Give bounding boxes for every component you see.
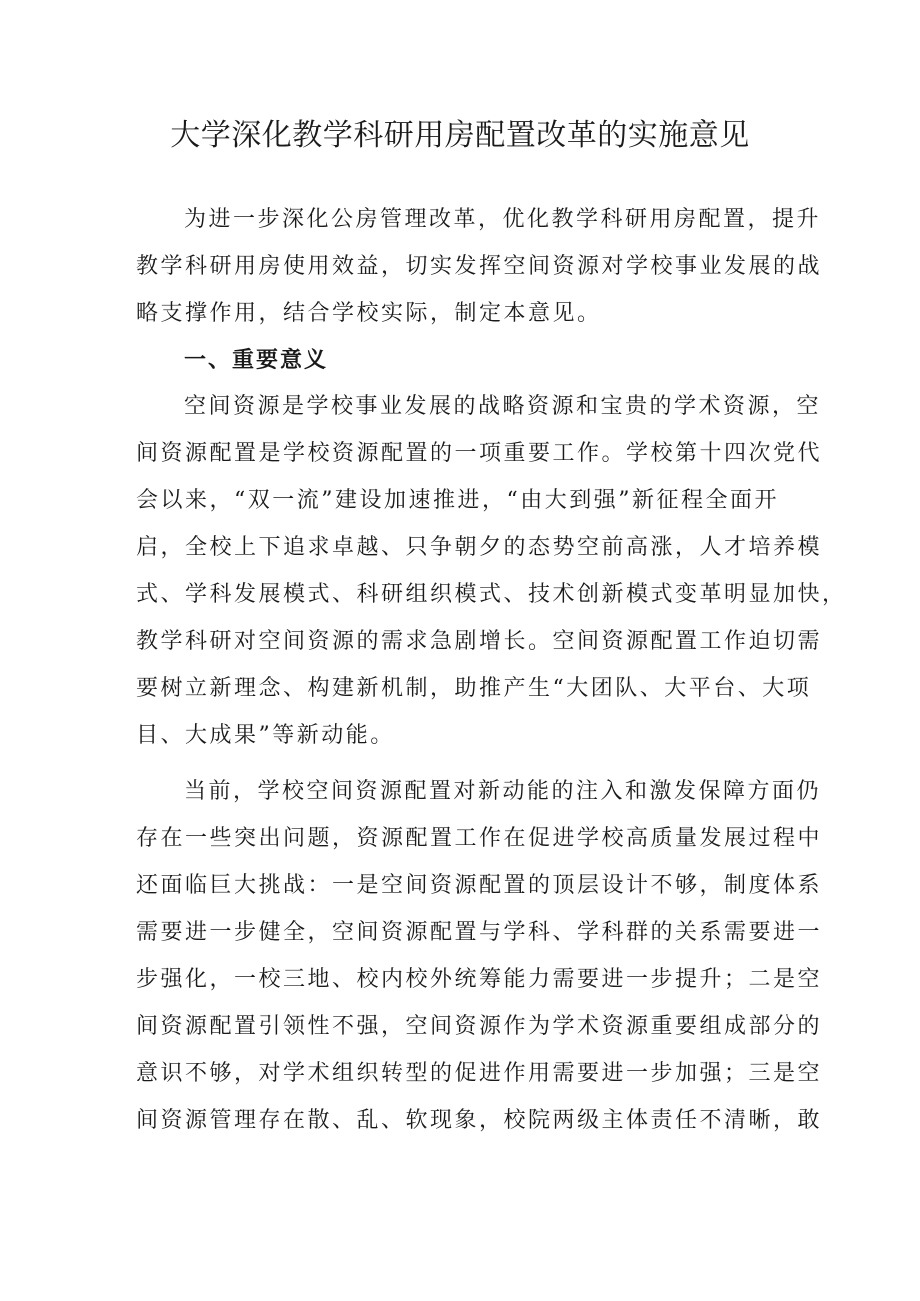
document-title: 大学深化教学科研用房配置改革的实施意见 [170,118,750,153]
paragraph-line: 略支撑作用，结合学校实际，制定本意见。 [136,301,602,326]
paragraph-line: 间资源配置引领性不强，空间资源作为学术资源重要组成部分的 [136,1014,823,1039]
current-issues-paragraph [136,768,823,1144]
paragraph-line: 式、学科发展模式、科研组织模式、技术创新模式变革明显加快， [136,582,847,607]
paragraph-line: 当前，学校空间资源配置对新动能的注入和激发保障方面仍 [184,779,822,804]
paragraph-line: 为进一步深化公房管理改革，优化教学科研用房配置，提升 [184,207,822,232]
intro-paragraph [136,196,823,337]
paragraph-line: 间资源管理存在散、乱、软现象，校院两级主体责任不清晰，敢 [136,1108,823,1133]
paragraph-line: 步强化，一校三地、校内校外统筹能力需要进一步提升；二是空 [136,967,823,992]
paragraph-line: 会以来，“双一流”建设加速推进，“由大到强”新征程全面开 [136,488,779,513]
paragraph-line: 目、大成果”等新动能。 [136,723,395,748]
paragraph-line: 启，全校上下追求卓越、只争朝夕的态势空前高涨，人才培养模 [136,535,823,560]
paragraph-line: 意识不够，对学术组织转型的促进作用需要进一步加强；三是空 [136,1061,823,1086]
paragraph-line: 间资源配置是学校资源配置的一项重要工作。学校第十四次党代 [136,441,823,466]
paragraph-line: 空间资源是学校事业发展的战略资源和宝贵的学术资源，空 [184,394,822,419]
paragraph-line: 要树立新理念、构建新机制，助推产生“大团队、大平台、大项 [136,676,812,701]
paragraph-line: 需要进一步健全，空间资源配置与学科、学科群的关系需要进一 [136,920,823,945]
paragraph-line: 教学科研用房使用效益，切实发挥空间资源对学校事业发展的战 [136,254,823,279]
paragraph-line: 存在一些突出问题，资源配置工作在促进学校高质量发展过程中 [136,826,823,851]
significance-paragraph [136,383,847,759]
section-heading: 一、重要意义 [184,348,329,373]
paragraph-line: 还面临巨大挑战：一是空间资源配置的顶层设计不够，制度体系 [136,873,823,898]
paragraph-line: 教学科研对空间资源的需求急剧增长。空间资源配置工作迫切需 [136,629,823,654]
